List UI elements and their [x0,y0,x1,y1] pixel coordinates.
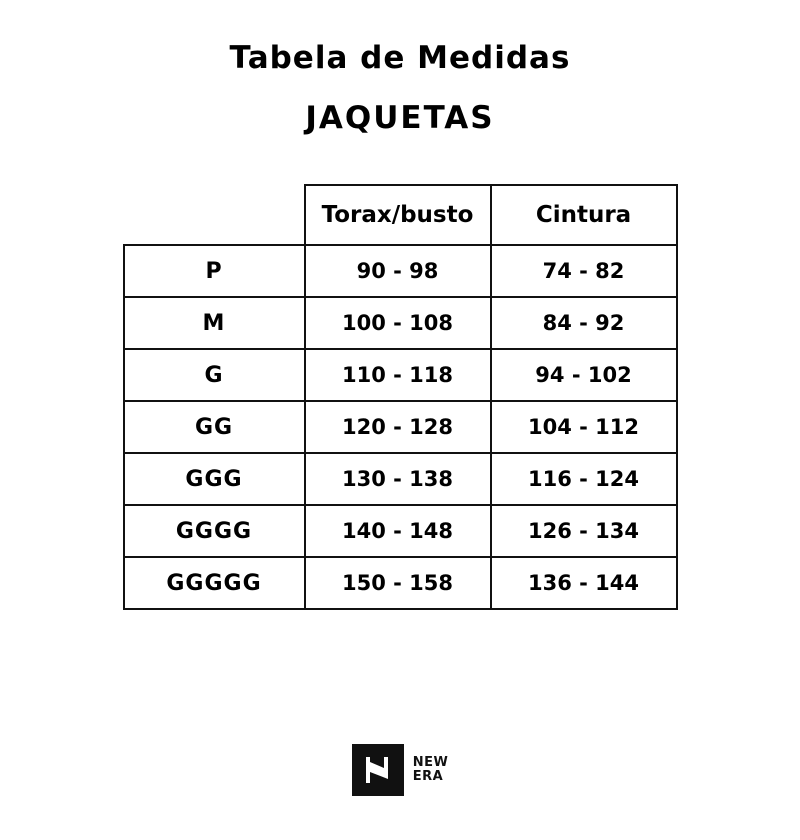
cell-waist: 84 - 92 [491,297,677,349]
size-table-container [0,184,800,610]
cell-size: GGG [124,453,305,505]
header-waist: Cintura [491,185,677,245]
cell-waist: 116 - 124 [491,453,677,505]
cell-waist: 104 - 112 [491,401,677,453]
new-era-flag-icon [352,744,404,796]
cell-waist: 74 - 82 [491,245,677,297]
cell-waist: 94 - 102 [491,349,677,401]
header-empty-corner [124,185,305,245]
table-row [124,297,677,349]
logo-line-1: NEW [412,755,449,771]
logo-group [352,744,449,796]
size-table [123,184,678,610]
cell-size: G [124,349,305,401]
page-subtitle: JAQUETAS [305,100,495,136]
cell-chest: 150 - 158 [305,557,491,609]
size-chart-page [0,40,800,840]
cell-size: M [124,297,305,349]
table-row [124,401,677,453]
table-row [124,557,677,609]
cell-size: GG [124,401,305,453]
cell-chest: 120 - 128 [305,401,491,453]
cell-chest: 110 - 118 [305,349,491,401]
table-row [124,349,677,401]
cell-size: GGGGG [124,557,305,609]
cell-waist: 126 - 134 [491,505,677,557]
cell-chest: 100 - 108 [305,297,491,349]
cell-chest: 130 - 138 [305,453,491,505]
table-body [124,245,677,609]
logo-line-2: ERA [412,769,444,784]
cell-waist: 136 - 144 [491,557,677,609]
table-row [124,453,677,505]
table-header-row [124,185,677,245]
page-title: Tabela de Medidas [229,40,571,76]
cell-chest: 140 - 148 [305,505,491,557]
table-header [124,185,677,245]
logo-wordmark [413,756,449,783]
cell-size: GGGG [124,505,305,557]
brand-logo [0,744,800,796]
header-chest: Torax/busto [305,185,491,245]
cell-size: P [124,245,305,297]
table-row [124,505,677,557]
cell-chest: 90 - 98 [305,245,491,297]
table-row [124,245,677,297]
